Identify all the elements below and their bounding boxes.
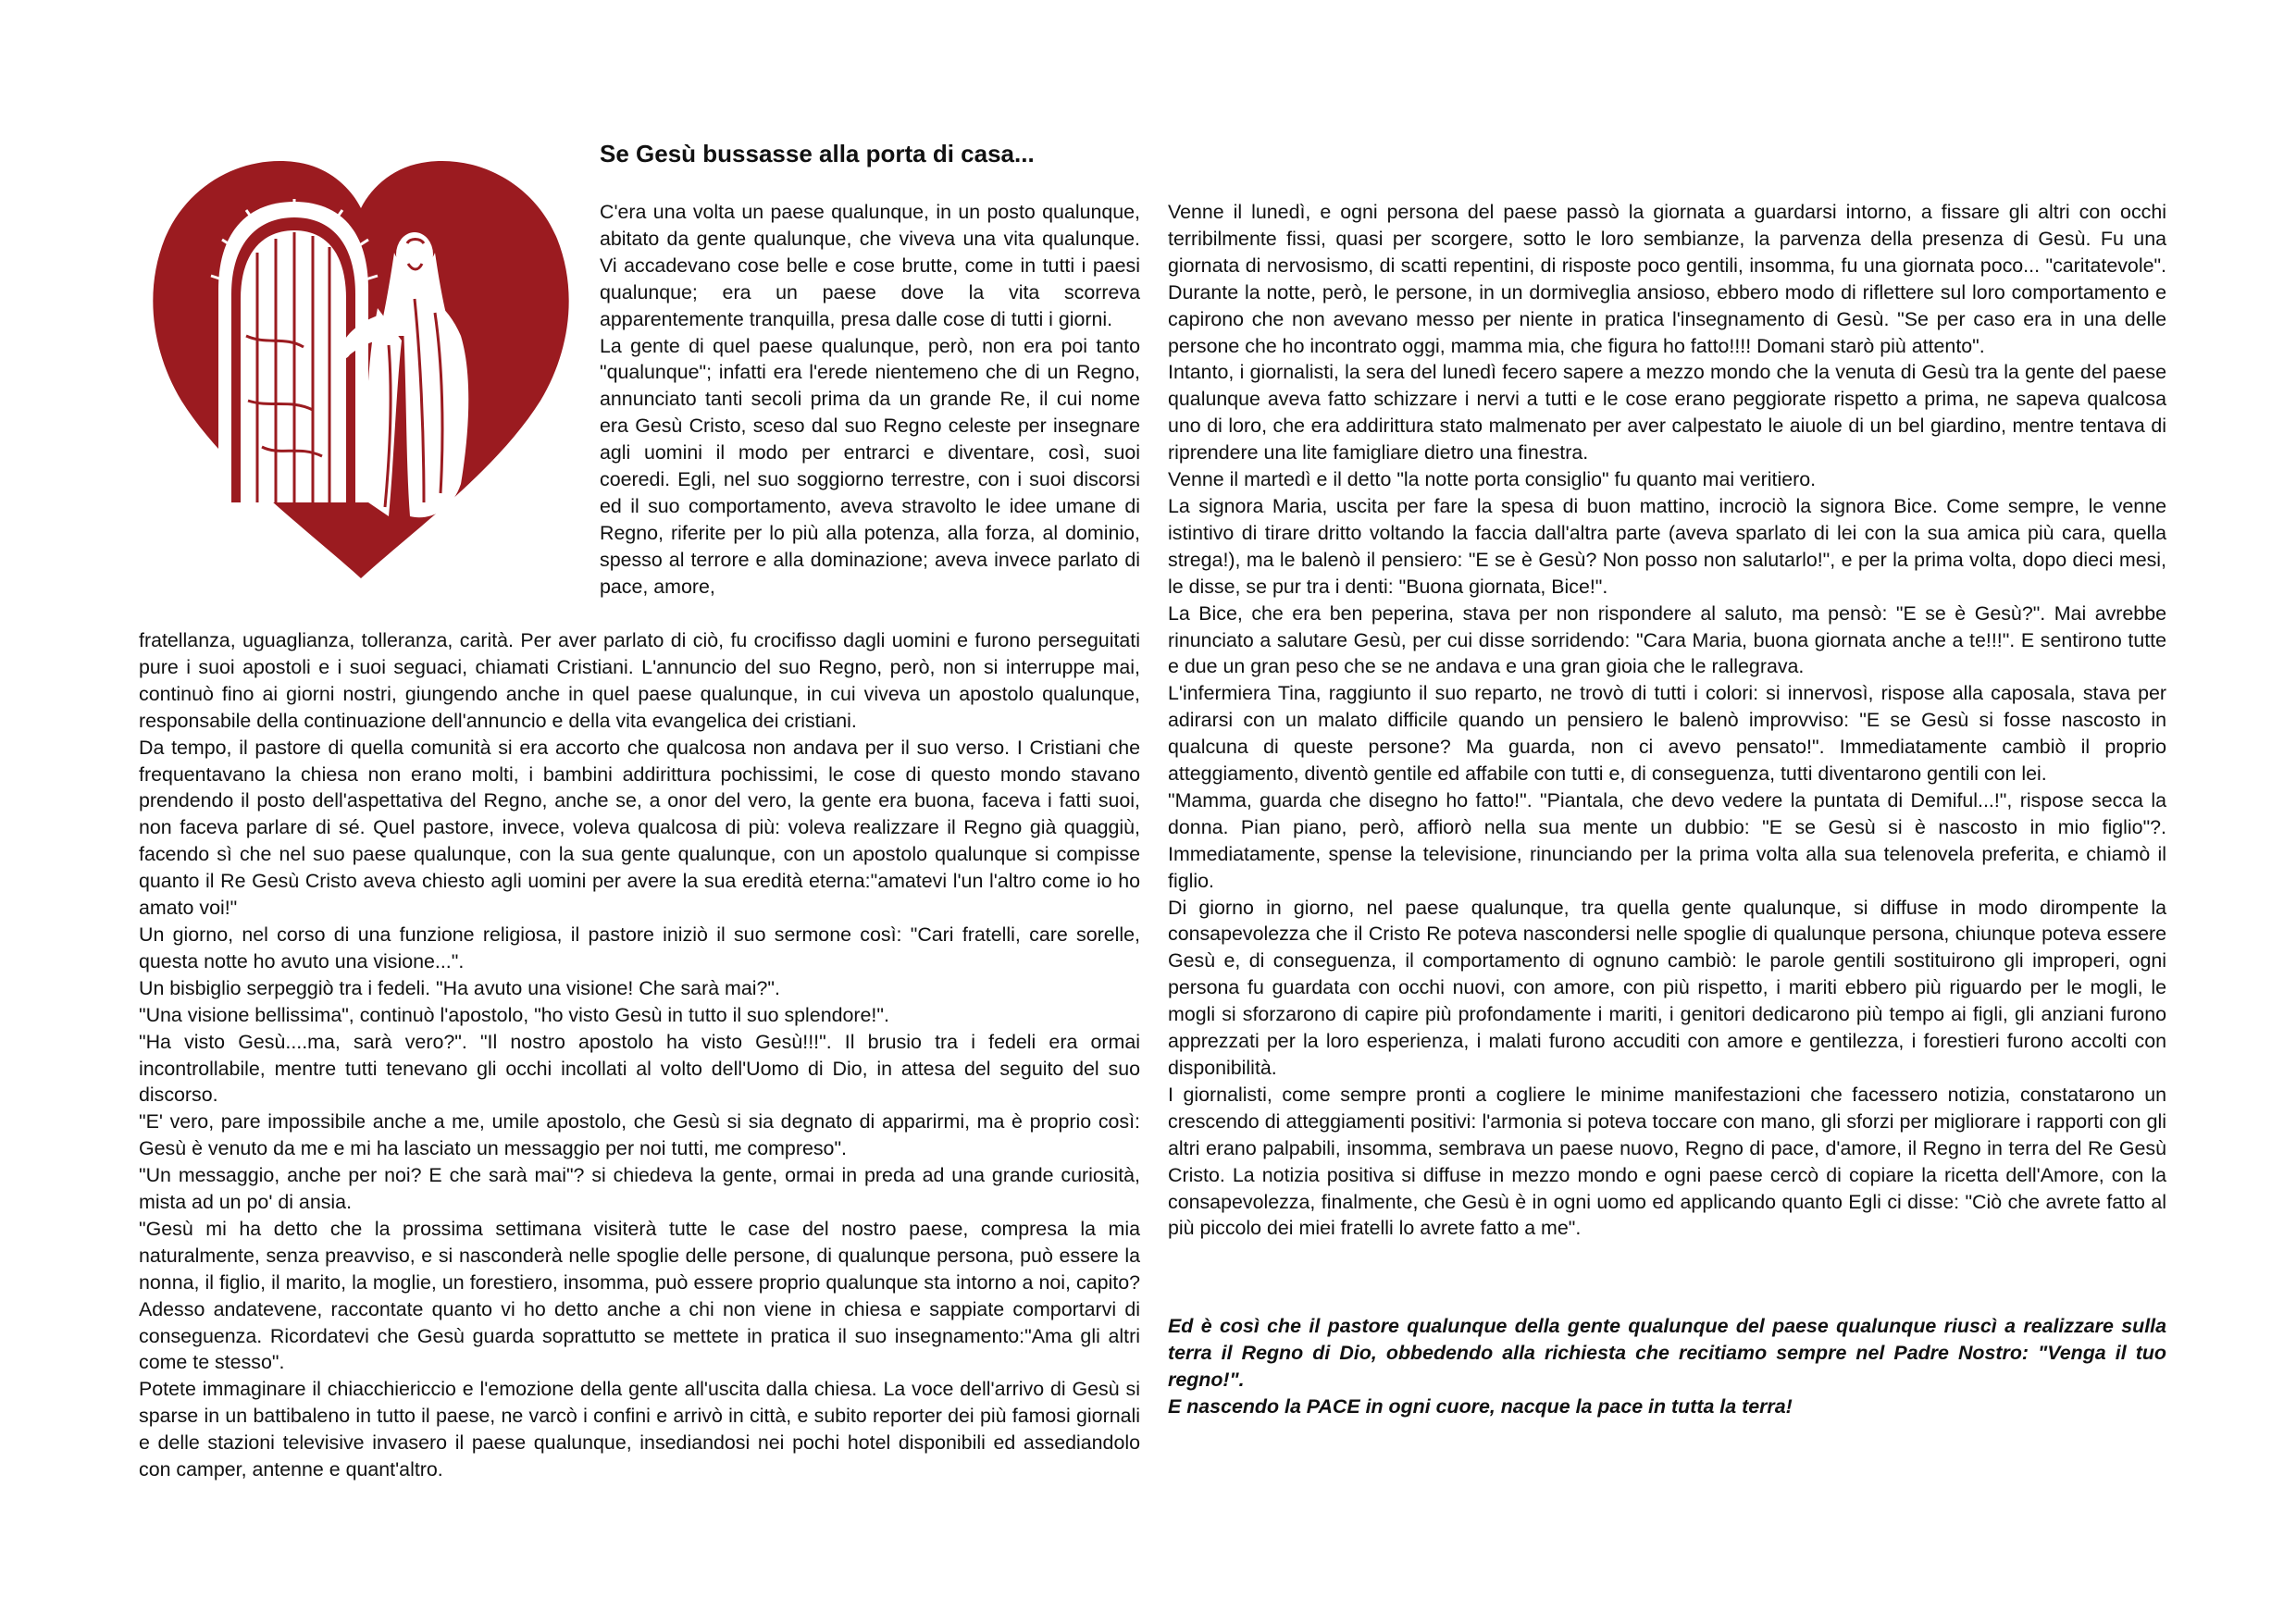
paragraph: Venne il martedì e il detto "la notte porta consiglio" fu quanto mai veritiero. xyxy=(1168,468,1817,491)
paragraph: C'era una volta un paese qualunque, in un posto qualunque, abitato da gente qualunque, che viveva una vita qualunque. Vi accadevano cose belle e cose brutte, come in tutti i paesi qualunque; era un paese dove la vita scorreva apparentemente tranquilla, presa dalle cose di tutti i giorni. xyxy=(600,201,1140,330)
paragraph: fratellanza, uguaglianza, tolleranza, carità. Per aver parlato di ciò, fu crocifisso dagli uomini e furono perseguitati pure i suoi apostoli e i suoi seguaci, chiamati Cristiani. L'annuncio del suo Regno, però, non si interruppe mai, continuò fino ai giorni nostri, giungendo anche in quel paese qualunque, in cui viveva un apostolo qualunque, responsabile della continuazione dell'annuncio e della vita evangelica dei cristiani. xyxy=(139,629,1140,732)
right-column xyxy=(1168,199,2166,1242)
paragraph: La Bice, che era ben peperina, stava per non rispondere al saluto, ma pensò: "E se è Gesù?". Mai avrebbe rinunciato a salutare Gesù, per cui disse sorridendo: "Cara Maria, buona giornata anche a te!!!". E sentirono tutte e due un gran peso che se ne andava e una gran gioia che le rallegrava. xyxy=(1168,601,2166,678)
paragraph: La gente di quel paese qualunque, però, non era poi tanto "qualunque"; infatti era l'erede nientemeno che di un Regno, annunciato tanti secoli prima da un grande Re, il cui nome era Gesù Cristo, sceso dal suo Regno celeste per insegnare agli uomini il modo per entrarci e diventare, così, suoi coeredi. Egli, nel suo soggiorno terrestre, con i suoi discorsi ed il suo comportamento, aveva stravolto le idee umane di Regno, riferite per lo più alla potenza, alla forza, al dominio, spesso al terrore e alla dominazione; aveva invece parlato di pace, amore, xyxy=(600,334,1140,598)
paragraph: La signora Maria, uscita per fare la spesa di buon mattino, incrociò la signora Bice. Come sempre, le venne istintivo di tirare dritto voltando la faccia dall'altra parte (aveva sparlato di lei con la sua amica più cara, quella strega!), ma le balenò il pensiero: "E se è Gesù? Non posso non salutarlo!", e per la prima volta, dopo dieci mesi, le disse, se pur tra i denti: "Buona giornata, Bice!". xyxy=(1168,494,2166,598)
paragraph: Un giorno, nel corso di una funzione religiosa, il pastore iniziò il suo sermone così: "Cari fratelli, care sorelle, questa notte ho avuto una visione...". xyxy=(139,923,1140,973)
paragraph: Un bisbiglio serpeggiò tra i fedeli. "Ha avuto una visione! Che sarà mai?". xyxy=(139,976,780,999)
document-title: Se Gesù bussasse alla porta di casa... xyxy=(600,140,1035,167)
paragraph: "E' vero, pare impossibile anche a me, umile apostolo, che Gesù si sia degnato di apparirmi, ma è proprio così: Gesù è venuto da me e mi ha lasciato un messaggio per noi tutti, me compreso". xyxy=(139,1110,1140,1160)
paragraph: "Un messaggio, anche per noi? E che sarà mai"? si chiedeva la gente, ormai in preda ad una grande curiosità, mista ad un po' di ansia. xyxy=(139,1164,1140,1214)
closing-statement xyxy=(1168,1313,2166,1420)
paragraph: "Ha visto Gesù....ma, sarà vero?". "Il nostro apostolo ha visto Gesù!!!". Il brusio tra i fedeli era ormai incontrollabile, mentre tutti tenevano gli occhi incollati al volto dell'Uomo di Dio, in attesa del seguito del suo discorso. xyxy=(139,1030,1140,1107)
paragraph: Da tempo, il pastore di quella comunità si era accorto che qualcosa non andava per il suo verso. I Cristiani che frequentavano la chiesa non erano molti, i bambini addirittura pochissimi, le cose di questo mondo stavano prendendo il posto dell'aspettativa del Regno, anche se, a onor del vero, la gente era buona, faceva i fatti suoi, non faceva parlare di sé. Quel pastore, invece, voleva qualcosa di più: voleva realizzare il Regno già quaggiù, facendo sì che nel suo paese qualunque, con la sua gente qualunque, con un apostolo qualunque si compisse quanto il Re Gesù Cristo aveva chiesto agli uomini per avere la sua eredità eterna:"amatevi l'un l'altro come io ho amato voi!" xyxy=(139,736,1140,920)
paragraph: "Gesù mi ha detto che la prossima settimana visiterà tutte le case del nostro paese, compresa la mia naturalmente, senza preavviso, e si nasconderà nelle spoglie delle persone, di qualunque persona, può essere la nonna, il figlio, il marito, la moglie, un forestiero, insomma, può essere proprio qualunque sta intorno a noi, capito? Adesso andatevene, raccontate quanto vi ho detto anche a chi non viene in chiesa e sappiate comportarvi di conseguenza. Ricordatevi che Gesù guarda soprattutto se mettete in pratica il suo insegnamento:"Ama gli altri come te stesso". xyxy=(139,1217,1140,1374)
paragraph: Potete immaginare il chiacchiericcio e l'emozione della gente all'uscita dalla chiesa. La voce dell'arrivo di Gesù si sparse in un battibaleno in tutto il paese, ne varcò i confini e arrivò in città, e subito reporter dei più famosi giornali e delle stazioni televisive invasero il paese qualunque, insediandosi nei pochi hotel disponibili ed assediandolo con camper, antenne e quant'altro. xyxy=(139,1378,1140,1481)
paragraph: Venne il lunedì, e ogni persona del paese passò la giornata a guardarsi intorno, a fissare gli altri con occhi terribilmente fissi, quasi per scorgere, sotto le loro sembianze, la parvenza della presenza di Gesù. Fu una giornata di nervosismo, di scatti repentini, di risposte poco gentili, insomma, fu una giornata poco... "caritatevole". Durante la notte, però, le persone, in un dormiveglia ansioso, ebbero modo di riflettere sul loro comportamento e capirono che non avevano messo per niente in pratica l'insegnamento di Gesù. "Se per caso era in una delle persone che ho incontrato oggi, mamma mia, che figura ho fatto!!!! Domani starò più attento". xyxy=(1168,201,2166,357)
paragraph: Intanto, i giornalisti, la sera del lunedì fecero sapere a mezzo mondo che la venuta di Gesù tra la gente del paese qualunque aveva fatto schizzare i nervi a tutti e le cose erano peggiorate rispetto a prima, ne sapeva qualcosa uno di loro, che era addirittura stato malmenato per aver calpestato le aiuole di un bel giardino, mentre tentava di riprendere una lite famigliare dietro una finestra. xyxy=(1168,361,2166,465)
paragraph: I giornalisti, come sempre pronti a cogliere le minime manifestazioni che facessero notizia, constatarono un crescendo di atteggiamenti positivi: l'armonia si poteva toccare con mano, gli sforzi per migliorare i rapporti con gli altri erano palpabili, insomma, sembrava un paese nuovo, Regno di pace, d'amore, il Regno in terra del Re Gesù Cristo. La notizia positiva si diffuse in mezzo mondo e ogni paese cercò di copiare la ricetta dell'Amore, con la consapevolezza, finalmente, che Gesù è in ogni uomo ed applicando quanto Egli ci disse: "Ciò che avrete fatto al più piccolo dei miei fratelli lo avrete fatto a me". xyxy=(1168,1083,2166,1240)
heart-illustration xyxy=(146,151,577,586)
paragraph: L'infermiera Tina, raggiunto il suo reparto, ne trovò di tutti i colori: si innervosì, rispose alla caposala, stava per adirarsi con un malato difficile quando un pensiero le balenò improvviso: "E se Gesù si fosse nascosto in qualcuna di queste persone? Ma guarda, non ci avevo pensato!". Immediatamente cambiò il proprio atteggiamento, diventò gentile ed affabile con tutti e, di conseguenza, tutti diventarono gentili con lei. xyxy=(1168,682,2166,786)
paragraph: "Una visione bellissima", continuò l'apostolo, "ho visto Gesù in tutto il suo splendore!". xyxy=(139,1003,889,1026)
paragraph: "Mamma, guarda che disegno ho fatto!". "Piantala, che devo vedere la puntata di Demiful...!", rispose secca la donna. Pian piano, però, affiorò nella sua mente un dubbio: "E se Gesù si è nascosto in mio figlio"?. Immediatamente, spense la televisione, rinunciando per la prima volta alla sua telenovela preferita, e chiamò il figlio. xyxy=(1168,788,2166,892)
closing-paragraph: E nascendo la PACE in ogni cuore, nacque la pace in tutta la terra! xyxy=(1168,1394,1793,1418)
paragraph: Di giorno in giorno, nel paese qualunque, tra quella gente qualunque, si diffuse in modo dirompente la consapevolezza che il Cristo Re poteva nascondersi nelle spoglie di qualunque persona, chiunque poteva essere Gesù e, di conseguenza, il comportamento di ognuno cambiò: le parole gentili sostituirono gli improperi, ogni persona fu guardata con occhi nuovi, con amore, con più rispetto, i mariti ebbero più riguardo per le mogli, le mogli si sforzarono di capire più profondamente i mariti, i genitori dedicarono più tempo ai figli, gli anziani furono apprezzati per la loro esperienza, i malati furono accuditi con amore e gentilezza, i forestieri furono accolti con disponibilità. xyxy=(1168,896,2166,1079)
left-column-bottom xyxy=(139,627,1140,1483)
left-column-top xyxy=(600,199,1140,601)
closing-paragraph: Ed è così che il pastore qualunque della gente qualunque del paese qualunque riuscì a realizzare sulla terra il Regno di Dio, obbedendo alla richiesta che recitiamo sempre nel Padre Nostro: "Venga il tuo regno!". xyxy=(1168,1315,2166,1391)
heart-with-jesus-icon xyxy=(146,151,577,586)
